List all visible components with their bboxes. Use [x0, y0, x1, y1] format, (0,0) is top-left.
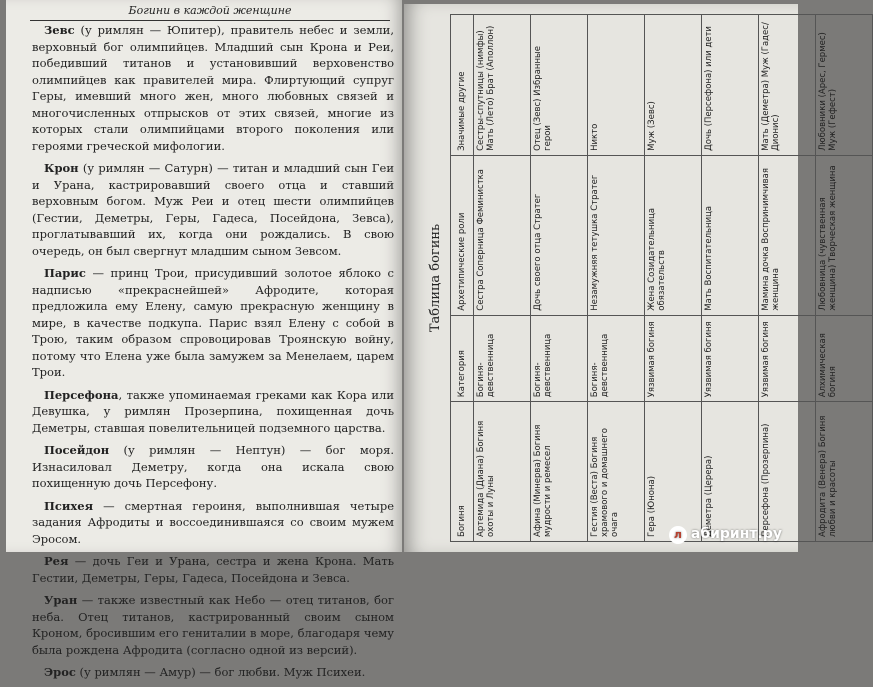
table-cell: Богиня-девственница: [531, 315, 588, 402]
table-row: [816, 15, 873, 542]
labirint-logo-icon: л: [669, 526, 687, 544]
column-header: Значимые другие: [451, 15, 474, 156]
table-cell: Никто: [588, 15, 645, 156]
rotated-table-area: [404, 4, 838, 552]
glossary-entry: Крон (у римлян — Сатурн) — титан и младший сын Геи и Урана, кастрировавший своего отца и ставший верховным богом. Муж Реи и отец шести олимпийцев (Гестии, Деметры, Геры, Гадеса, Посейдона, Зевса), проглатывавший их, когда они рождались. В свою очередь, он был свергнут младшим сыном Зевсом.: [32, 161, 394, 258]
table-cell: Сестра Соперница Феминистка: [474, 155, 531, 315]
table-cell: Артемида (Диана) Богиня охоты и Луны: [474, 402, 531, 542]
glossary-entry: Посейдон (у римлян — Нептун) — бог моря. Изнасиловал Деметру, когда она искала свою похищенную дочь Персефону.: [32, 443, 394, 490]
table-cell: Муж (Зевс): [645, 15, 702, 156]
left-page: [6, 0, 402, 679]
table-header-row: [451, 15, 474, 542]
right-page: [404, 4, 838, 552]
table-cell: Мать Воспитательница: [702, 155, 759, 315]
table-cell: Любовники (Арес, Гермес) Муж (Гефест): [816, 15, 873, 156]
table-cell: Гестия (Веста) Богиня храмового и домашнего очага: [588, 402, 645, 542]
table-cell: Мать (Деметра) Муж (Гадес/Дионис): [759, 15, 816, 156]
table-title: Таблица богинь: [428, 223, 443, 333]
table-cell: Дочь (Персефона) или дети: [702, 15, 759, 156]
glossary-entry: Парис — принц Трои, присудивший золотое яблоко с надписью «прекраснейшей» Афродите, которая предложила ему Елену, самую прекрасную женщину в мире, в качестве подкупа. Парис взял Елену с собой в Трою, таким образом спровоцировав Троянскую войну, потому что Елена уже была замужем за Менелаем, царем Трои.: [32, 266, 394, 379]
table-cell: Отец (Зевс) Избранные герои: [531, 15, 588, 156]
table-row: [645, 15, 702, 542]
column-header: Архетипические роли: [451, 155, 474, 315]
table-cell: Афродита (Венера) Богиня любви и красоты: [816, 402, 873, 542]
glossary-entry: Рея — дочь Геи и Урана, сестра и жена Крона. Мать Гестии, Деметры, Геры, Гадеса, Посейдона и Зевса.: [32, 554, 394, 585]
table-cell: Богиня-девственница: [588, 315, 645, 402]
table-cell: Жена Созидательница обязательств: [645, 155, 702, 315]
table-cell: Гера (Юнона): [645, 402, 702, 542]
table-cell: Дочь своего отца Стратег: [531, 155, 588, 315]
glossary-entry: Персефона, также упоминаемая греками как Кора или Девушка, у римлян Прозерпина, похищенная дочь Деметры, ставшая повелительницей подземного царства.: [32, 387, 394, 435]
table-cell: Уязвимая богиня: [759, 315, 816, 402]
table-row: [702, 15, 759, 542]
table-cell: Незамужняя тетушка Стратег: [588, 155, 645, 315]
glossary-entry: Психея — смертная героиня, выполнившая четыре задания Афродиты и воссоединившаяся со своим мужем Эросом.: [32, 498, 394, 546]
table-cell: Любовница (чувственная женщина) Творческая женщина: [816, 155, 873, 315]
table-cell: Уязвимая богиня: [702, 315, 759, 402]
glossary-entry: Зевс (у римлян — Юпитер), правитель небес и земли, верховный бог олимпийцев. Младший сын Крона и Реи, победивший титанов и установивший верховенство олимпийцев как правителей мира. Флиртующий супруг Геры, имевший много жен, много любовных связей и многочисленных отпрысков от этих связей, многие из которых стали олимпийцами второго поколения или героями греческой мифологии.: [32, 23, 394, 153]
table-row: [474, 15, 531, 542]
column-header: Категория: [451, 315, 474, 402]
goddess-table: [450, 14, 873, 542]
table-cell: Богиня-девственница: [474, 315, 531, 402]
table-cell: Уязвимая богиня: [645, 315, 702, 402]
table-row: [759, 15, 816, 542]
glossary: [32, 22, 394, 687]
glossary-entry: Эрос (у римлян — Амур) — бог любви. Муж Психеи.: [44, 665, 366, 679]
glossary-entry: Уран — также известный как Небо — отец титанов, бог неба. Отец титанов, кастрированный своим сыном Кроном, бросившим его гениталии в море, благодаря чему была рождена Афродита (согласно одной из версий).: [32, 593, 394, 657]
table-cell: Мамина дочка Воспринимчивая женщина: [759, 155, 816, 315]
running-header: Богини в каждой женщине: [30, 4, 390, 21]
watermark: л абиринт.ру: [669, 526, 782, 544]
table-row: [588, 15, 645, 542]
table-cell: Алхимическая богиня: [816, 315, 873, 402]
table-cell: Персефона (Прозерпина): [759, 402, 816, 542]
table-cell: Деметра (Церера): [702, 402, 759, 542]
table-cell: Афина (Минерва) Богиня мудрости и ремесел: [531, 402, 588, 542]
table-cell: Сестры-спутницы (нимфы) Мать (Лето) Брат (Аполлон): [474, 15, 531, 156]
column-header: Богиня: [451, 402, 474, 542]
table-row: [531, 15, 588, 542]
